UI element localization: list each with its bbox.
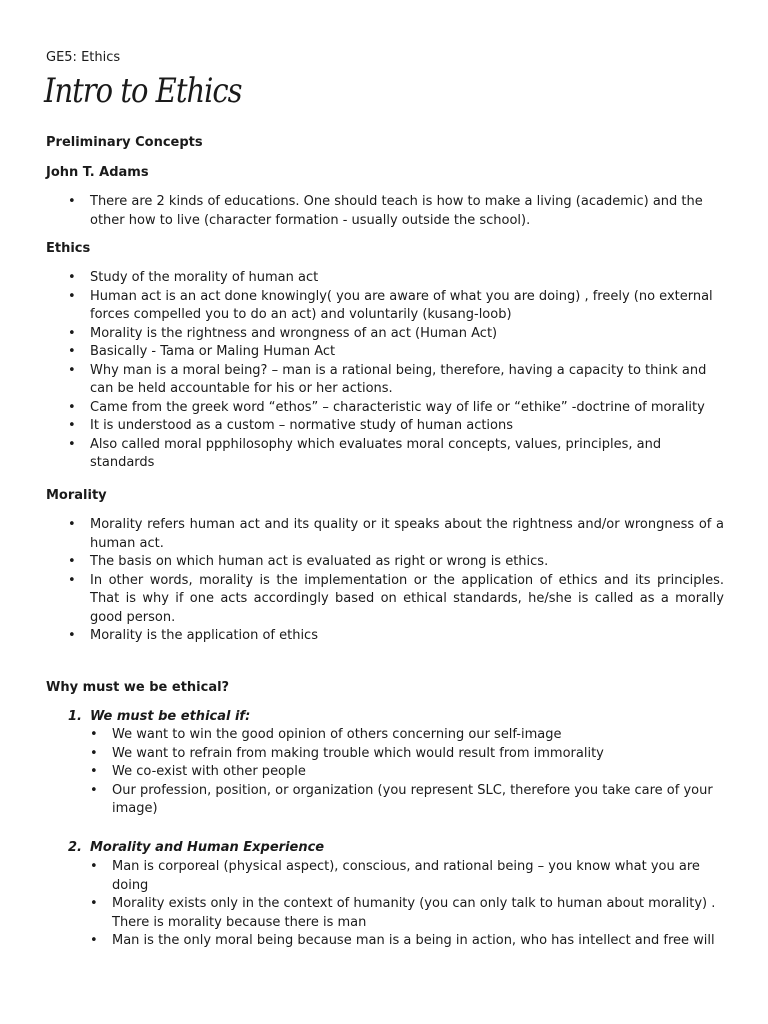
list-item: • Morality refers human act and its quality or it speaks about the rightness and/or wrongness of a human act. [68,516,724,553]
list-item: • Man is the only moral being because man is a being in action, who has intellect and free will [90,932,724,951]
ethics-bullet-list [68,269,724,473]
adams-bullet-list [68,193,724,230]
point-1-bullet-list [90,726,724,819]
list-item: • We want to win the good opinion of others concerning our self-image [90,726,724,745]
course-title: GE5: Ethics [46,50,121,65]
point-number: 1. [68,709,82,724]
handwritten-title: Intro to Ethics [44,70,242,110]
heading-morality: Morality [46,488,107,503]
list-item: • We co-exist with other people [90,763,724,782]
numbered-point-1 [68,708,250,727]
heading-john-t-adams: John T. Adams [46,165,149,180]
point-2-bullet-list [90,858,724,951]
list-item: • There are 2 kinds of educations. One should teach is how to make a living (academic) and the other how to live (character formation - usually outside the school). [68,193,724,230]
list-item: • Basically - Tama or Maling Human Act [68,343,724,362]
list-item: • Study of the morality of human act [68,269,724,288]
list-item: • It is understood as a custom – normative study of human actions [68,417,724,436]
point-number: 2. [68,840,82,855]
list-item: • The basis on which human act is evaluated as right or wrong is ethics. [68,553,724,572]
point-title: We must be ethical if: [90,709,251,724]
list-item: • Our profession, position, or organization (you represent SLC, therefore you take care of your image) [90,782,724,819]
list-item: • Morality is the application of ethics [68,627,724,646]
list-item: • We want to refrain from making trouble which would result from immorality [90,745,724,764]
list-item: • Morality exists only in the context of humanity (you can only talk to human about morality) . There is morality because there is man [90,895,724,932]
heading-why-ethical: Why must we be ethical? [46,680,230,695]
list-item: • Man is corporeal (physical aspect), conscious, and rational being – you know what you are doing [90,858,724,895]
list-item: • Why man is a moral being? – man is a rational being, therefore, having a capacity to think and can be held accountable for his or her actions. [68,362,724,399]
morality-bullet-list [68,516,724,646]
numbered-point-2 [68,839,324,858]
heading-ethics: Ethics [46,241,91,256]
point-title: Morality and Human Experience [90,840,325,855]
list-item: • In other words, morality is the implementation or the application of ethics and its principles. That is why if one acts accordingly based on ethical standards, he/she is called as a morally good person. [68,572,724,628]
list-item: • Came from the greek word “ethos” – characteristic way of life or “ethike” -doctrine of morality [68,399,724,418]
list-item: • Human act is an act done knowingly( you are aware of what you are doing) , freely (no external forces compelled you to do an act) and voluntarily (kusang-loob) [68,288,724,325]
list-item: • Morality is the rightness and wrongness of an act (Human Act) [68,325,724,344]
list-item: • Also called moral ppphilosophy which evaluates moral concepts, values, principles, and standards [68,436,724,473]
heading-preliminary-concepts: Preliminary Concepts [46,135,203,150]
